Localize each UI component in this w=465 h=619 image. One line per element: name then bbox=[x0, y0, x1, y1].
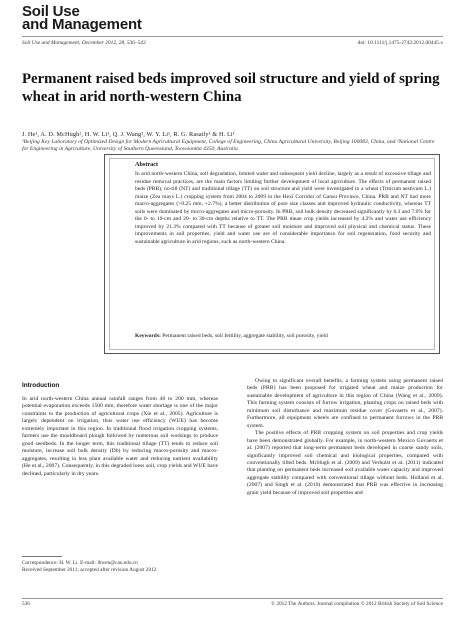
copyright: © 2012 The Authors. Journal compilation © 2012 British Society of Soil Science bbox=[271, 601, 443, 607]
correspondence: Correspondence: H. W. Li. E-mail: lhwen@cau.edu.cn bbox=[22, 560, 138, 566]
received-dates: Received September 2011; accepted after revision August 2012 bbox=[22, 567, 157, 573]
journal-citation: Soil Use and Management, December 2012, 28, 536–543 bbox=[22, 40, 146, 46]
footer-divider bbox=[22, 598, 443, 599]
introduction-left-column: In arid north-western China annual rainfall ranges from 40 to 200 mm, whereas potential evaporation exceeds 1500 mm, therefore water shortage is one of the major constraints to the production of agricultural crops (Xie et al., 2005). Agriculture is largely dependent on irrigation, thus water use efficiency (WUE) has become extremely important in this region. In traditional flood irrigation cropping systems, farmers use the mouldboard plough followed by numerous soil workings to produce good seedbeds. In the longer term, this traditional tillage (TT) tends to reduce soil moisture, increase soil bulk density (Db) by reducing macro-porosity and macro-aggregates, resulting in less plant available water and reducing nutrient availability (He et al., 2007). Consequently, in this degraded loess soil, crop yields and WUE have declined, particularly in dry years. bbox=[22, 396, 218, 477]
header-divider bbox=[22, 36, 443, 37]
intro-paragraph-1: Owing to significant overall benefits, a farming system using permanent raised beds (PRB) has been proposed for irrigated wheat and maize production for sustainable development of agriculture in this region of China (Wang et al., 2009). This farming system consists of furrow irrigation, planting crops on raised beds with minimum soil disturbance and maximum residue cover (Govaerts et al., 2007). Furthermore, all equipment wheels are confined to permanent furrows in the PRB system. bbox=[247, 378, 443, 429]
keywords bbox=[135, 333, 431, 341]
footnote-divider bbox=[22, 556, 62, 557]
author-affiliations: ¹Beijing Key Laboratory of Optimized Design for Modern Agricultural Equipment, College of Engineering, China Agricultural University, Beijing 100083, China, and ²National Centre for Engineering in Agriculture, University of Southern Queensland, Toowoomba 4350, Australia bbox=[22, 139, 435, 153]
journal-logo bbox=[22, 5, 142, 31]
journal-name-line2: and Management bbox=[22, 16, 142, 33]
footnote bbox=[22, 560, 222, 574]
abstract-heading: Abstract bbox=[135, 161, 159, 168]
intro-paragraph-2: The positive effects of PRB cropping system on soil properties and crop yields have been demonstrated globally. For example, in north-western Mexico Govaerts et al. (2007) reported that long-term permanent beds developed in coarse sandy soils, significantly improved soil chemical and biological properties, compared with conventionally tilled beds. McHugh et al. (2009) and Verhulst et al. (2011) indicated that planting on permanent beds increased soil available water capacity and improved aggregate stability compared with conventional tillage without beds. Holland et al. (2007) and Singh et al. (2010) demonstrated that PRB was effective in increasing grain yield because of improved soil properties and bbox=[247, 430, 443, 496]
page-number: 536 bbox=[22, 601, 30, 607]
introduction-right-column bbox=[247, 378, 443, 497]
page-footer bbox=[22, 601, 443, 607]
journal-name-line1: Soil Use bbox=[22, 3, 80, 20]
author-list: J. He¹, A. D. McHugh², H. W. Li¹, Q. J. Wang¹, W. Y. Li¹, R. G. Rasaily¹ & H. Li¹ bbox=[22, 131, 235, 138]
abstract-box bbox=[104, 154, 440, 354]
keywords-list: Permanent raised beds, soil fertility, aggregate stability, soil porosity, yield bbox=[162, 333, 328, 339]
doi-link[interactable]: doi: 10.1111/j.1475-2743.2012.00445.x bbox=[357, 40, 443, 46]
paper-title: Permanent raised beds improved soil structure and yield of spring wheat in arid north-western China bbox=[22, 71, 440, 105]
citation-line bbox=[22, 40, 443, 46]
abstract-text: In arid north-western China, soil degradation, limited water and subsequent yield decline, largely as a result of excessive tillage and residue removal practices, are the main factors limiting further development of local agriculture. The effects of permanent raised beds (PRB), no-till (NT) and traditional tillage (TT) on soil structure and yield were investigated in a wheat (Triticum aestivum L.) maize (Zea mays L.) cropping system from 2004 to 2009 in the Hexi Corridor of Gansu Province, China. PRB and NT had more macro-aggregates (>0.25 mm, +2.7%), a better distribution of pore size classes and improved hydraulic conductivity, whereas TT soils were dominated by micro-aggregates and micro-porosity. In PRB, soil bulk density decreased significantly by 6.3 and 7.0% for the 0- to 10-cm and 20- to 30-cm depths relative to TT. The PRB mean crop yields increased by 4.2% and water use efficiency improved by 21.3% compared with TT because of greater soil moisture and improved soil physical and chemical status. These improvements in soil properties, yield and water use are of considerable importance for soil regeneration, food security and sustainable agriculture in arid regions, such as north-western China. bbox=[135, 171, 431, 245]
introduction-heading: Introduction bbox=[22, 382, 60, 389]
keywords-label: Keywords: bbox=[135, 333, 161, 339]
